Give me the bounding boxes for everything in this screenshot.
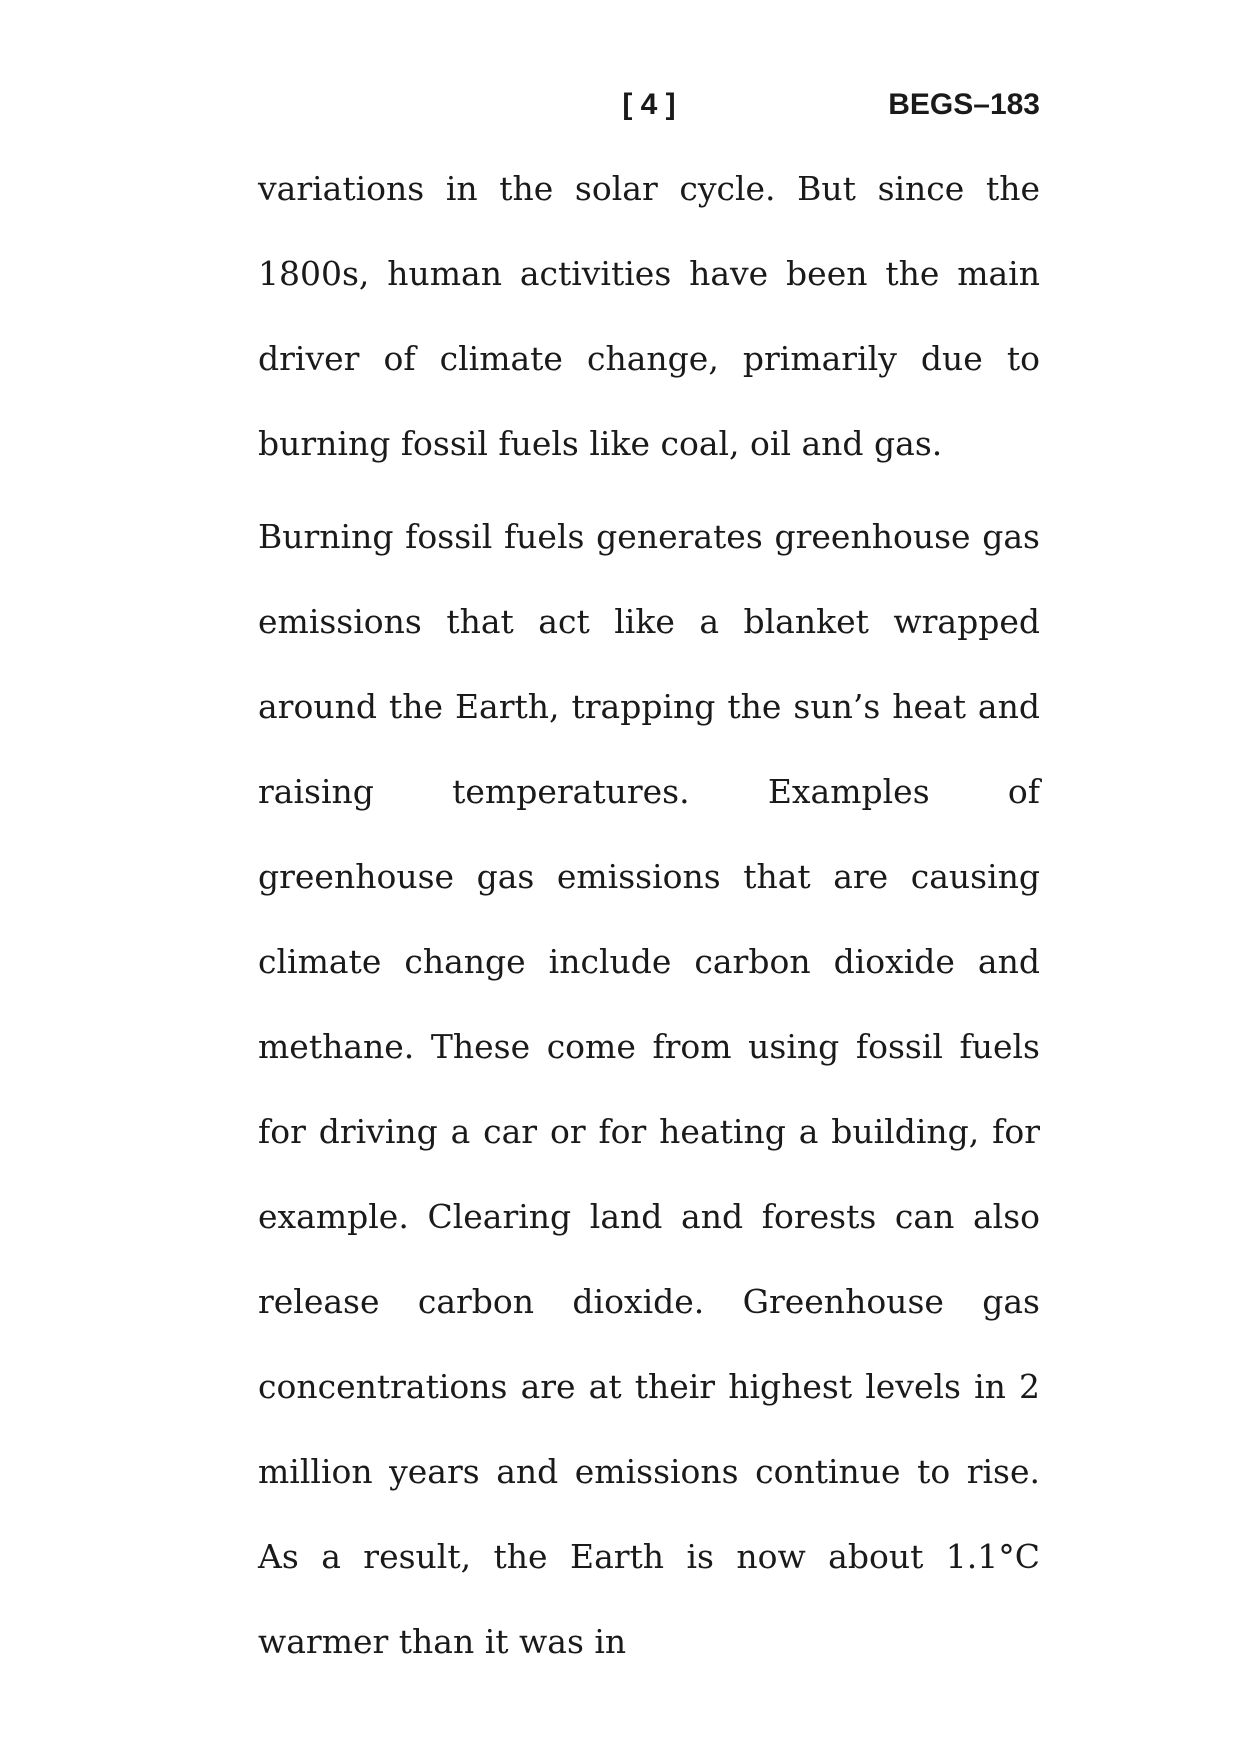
body-text (258, 146, 1040, 1684)
paragraph-2: Burning fossil fuels generates greenhouse gas emissions that act like a blanket wrapped around the Earth, trapping the sun’s heat and raising temperatures. Examples of greenhouse gas emissions that are causing climate change include carbon dioxide and methane. These come from using fossil fuels for driving a car or for heating a building, for example. Clearing land and forests can also release carbon dioxide. Greenhouse gas concentrations are at their highest levels in 2 million years and emissions continue to rise. As a result, the Earth is now about 1.1°C warmer than it was in (258, 517, 1040, 1661)
paragraph-1: variations in the solar cycle. But since the 1800s, human activities have been the main driver of climate change, primarily due to burning fossil fuels like coal, oil and gas. (258, 169, 1040, 463)
page-number: [ 4 ] (622, 88, 676, 121)
page-header (258, 88, 1040, 128)
document-code: BEGS–183 (888, 88, 1040, 121)
